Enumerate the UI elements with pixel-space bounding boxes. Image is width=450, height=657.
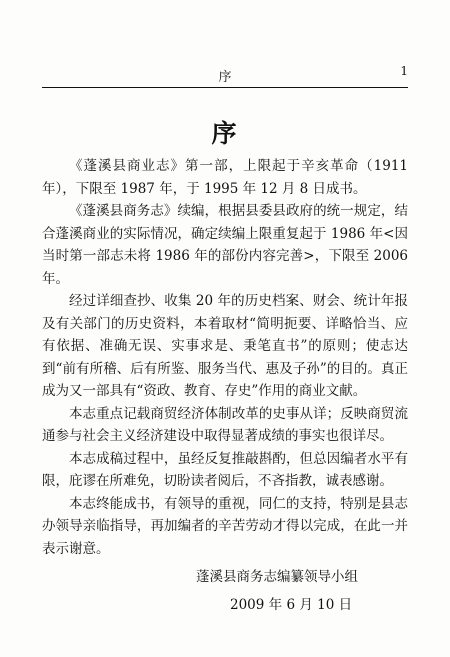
paragraph: 《蓬溪县商业志》第一部，上限起于辛亥革命（1911 年），下限至 1987 年，于 1995 年 12 月 8 日成书。: [42, 158, 408, 197]
signature-block: [196, 566, 396, 616]
running-header-title: 序: [218, 70, 232, 85]
running-header: [42, 64, 408, 84]
page-number: 1: [400, 64, 408, 78]
paragraph: 本志成稿过程中，虽经反复推敲斟酌，但总因编者水平有限，庇谬在所难免，切盼读者阅后，不吝指教，诚表感谢。: [42, 450, 408, 489]
section-heading: 序: [211, 119, 239, 148]
header-rule: [42, 87, 408, 88]
paragraph: 《蓬溪县商务志》续编，根据县委县政府的统一规定，结合蓬溪商业的实际情况，确定续编上限重复起于 1986 年<因当时第一部志未将 1986 年的部份内容完善>，下限至 2006 年。: [42, 203, 408, 287]
signature-date: 2009 年 6 月 10 日: [230, 597, 353, 613]
preface-body: [42, 155, 408, 560]
signature-organization: 蓬溪县商务志编纂领导小组: [196, 569, 358, 585]
paragraph: 经过详细查抄、收集 20 年的历史档案、财会、统计年报及有关部门的历史资料，本着取材“简明扼要、详略恰当、应有依据、准确无误、实事求是、秉笔直书”的原则；使志达到“前有所稽、后有所鉴、服务当代、惠及子孙”的目的。真正成为又一部具有“资政、教育、存史”作用的商业文献。: [42, 293, 408, 399]
paragraph: 本志重点记载商贸经济体制改革的史事从详；反映商贸流通参与社会主义经济建设中取得显著成绩的事实也很详尽。: [42, 405, 408, 444]
paragraph: 本志终能成书，有领导的重视，同仁的支持，特别是县志办领导亲临指导，再加编者的辛苦劳动才得以完成，在此一并表示谢意。: [42, 495, 408, 557]
